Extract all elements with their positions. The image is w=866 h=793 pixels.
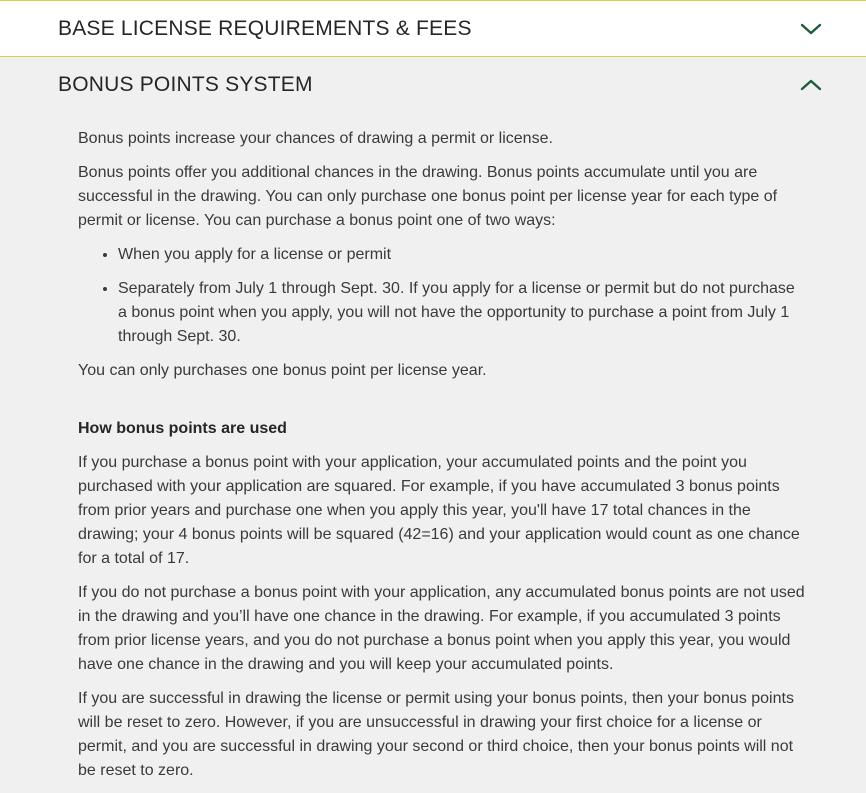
- chevron-down-icon[interactable]: [800, 22, 822, 36]
- list-item: • Separately from July 1 through Sept. 30. If you apply for a license or permit but do not purchase a bonus point when you apply, you will not have the opportunity to purchase a point from July 1 through Sept. 30.: [118, 277, 806, 349]
- paragraph-5: If you are successful in drawing the license or permit using your bonus points, then your bonus points will be reset to zero. However, if you are unsuccessful in drawing your first choice for a license or permit, and you are successful in drawing your second or third choice, then your bonus points will not be reset to zero.: [78, 690, 794, 779]
- bonus-points-title: BONUS POINTS SYSTEM: [58, 73, 313, 96]
- chevron-up-icon[interactable]: [800, 78, 822, 92]
- accordion-bonus-points-header[interactable]: [0, 57, 866, 113]
- paragraph-1: Bonus points offer you additional chances in the drawing. Bonus points accumulate until you are successful in the drawing. You can only purchase one bonus point per license year for each type of permit or license. You can purchase a bonus point one of two ways:: [78, 164, 778, 229]
- bonus-points-content: [0, 113, 866, 783]
- subheading-how-used: How bonus points are used: [78, 420, 287, 437]
- base-license-title: BASE LICENSE REQUIREMENTS & FEES: [58, 16, 472, 40]
- list-item: • When you apply for a license or permit: [118, 243, 806, 267]
- accordion-base-license-header[interactable]: [0, 0, 866, 57]
- paragraph-4: If you do not purchase a bonus point with your application, any accumulated bonus points are not used in the drawing and you’ll have one chance in the drawing. For example, if you accumulated 3 points from prior license years, and you do not purchase a bonus point when you apply this year, you would have one chance in the drawing and you will keep your accumulated points.: [78, 584, 805, 673]
- paragraph-3: If you purchase a bonus point with your application, your accumulated points and the point you purchased with your application are squared. For example, if you have accumulated 3 bonus points from prior years and purchase one when you apply this year, you'll have 17 total chances in the drawing; your 4 bonus points will be squared (42=16) and your application would count as one chance for a total of 17.: [78, 454, 800, 567]
- ways-list: [78, 243, 806, 349]
- intro-paragraph: Bonus points increase your chances of drawing a permit or license.: [78, 130, 553, 147]
- paragraph-2: You can only purchases one bonus point per license year.: [78, 362, 487, 379]
